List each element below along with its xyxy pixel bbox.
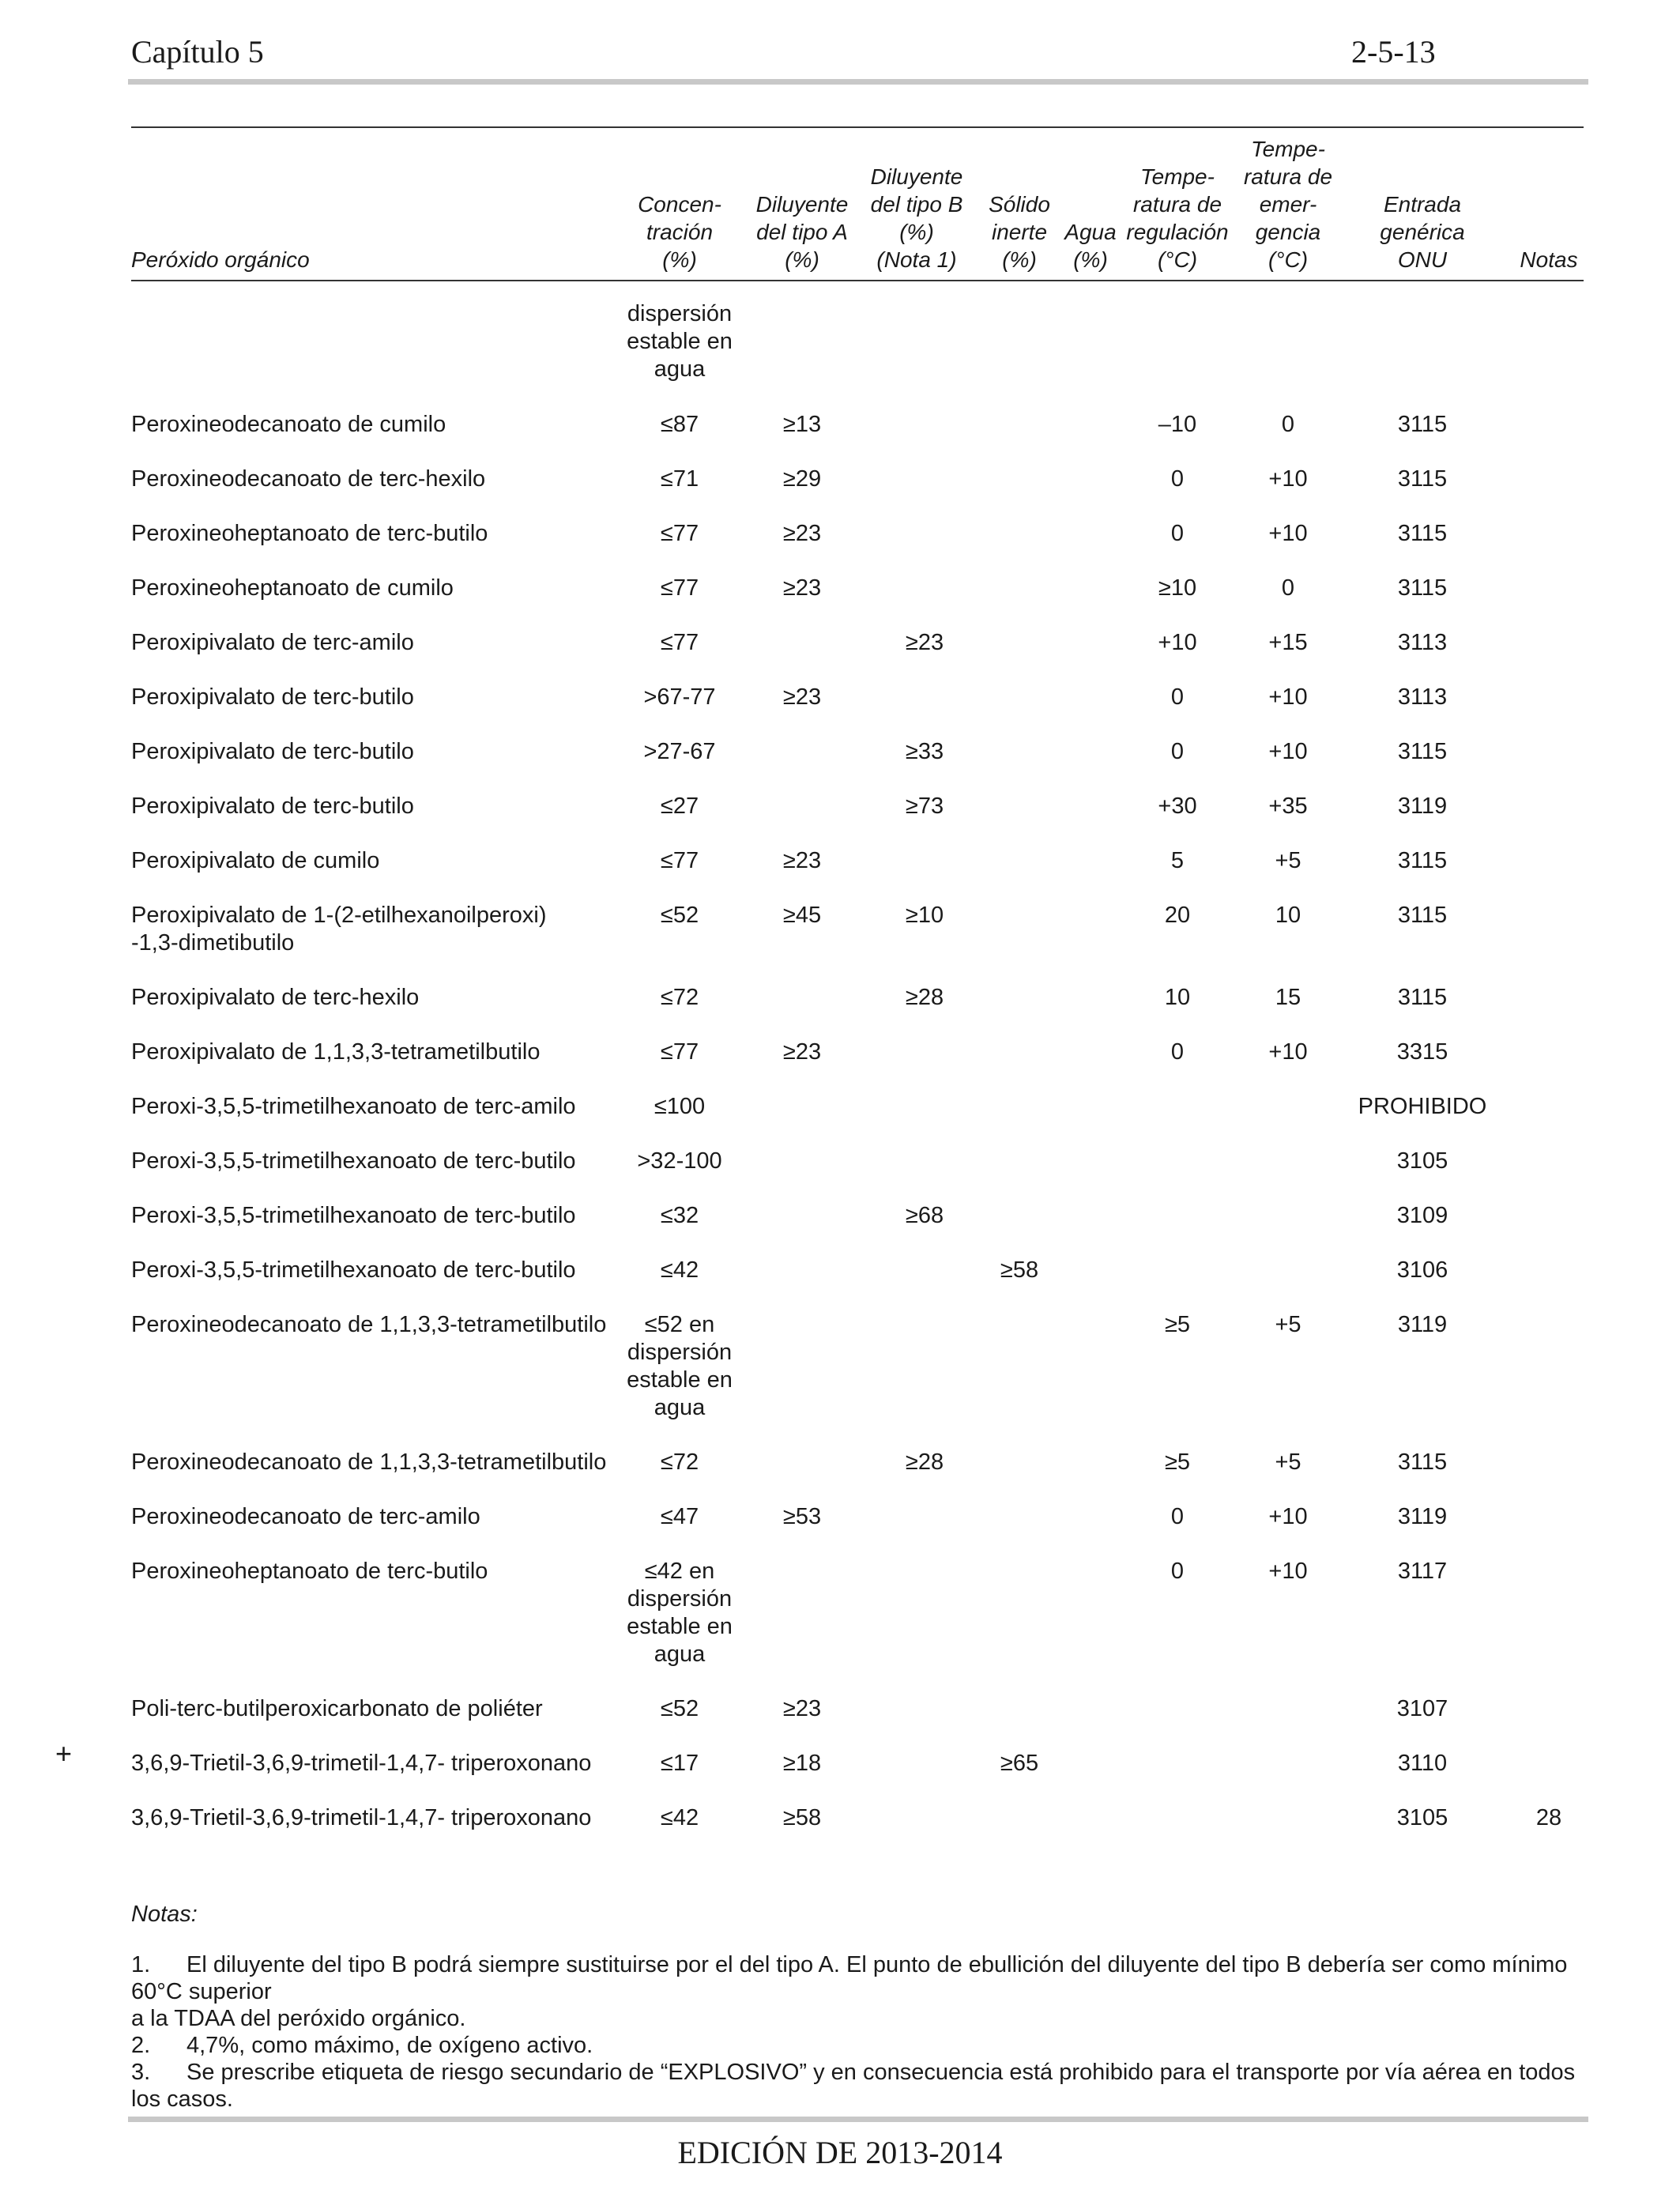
diluent-b-cell: ≥33	[905, 739, 944, 764]
control-temp-cell: 10	[1164, 985, 1191, 1010]
column-header-line: Tempe-	[1140, 164, 1215, 189]
control-temp-cell: 0	[1170, 466, 1185, 492]
column-header-line: (°C)	[1157, 247, 1198, 272]
column-header-line: del tipo B	[870, 192, 963, 217]
concentration-cell	[624, 300, 735, 383]
edition-footer: EDICIÓN DE 2013-2014	[677, 2135, 1003, 2170]
column-header-dil-b	[861, 123, 972, 273]
column-header-dil-a	[751, 123, 853, 273]
cell-line: ≤71	[660, 466, 699, 492]
diluent-a-cell: ≥45	[782, 903, 822, 928]
concentration-cell	[624, 902, 735, 929]
column-header-line: Entrada	[1383, 192, 1462, 217]
un-entry-cell: 3119	[1397, 794, 1448, 819]
diluent-b-cell: ≥73	[905, 794, 944, 819]
control-temp-cell: 0	[1170, 684, 1185, 710]
cell-line: 3,6,9-Trietil-3,6,9-trimetil-1,4,7- triperoxonano	[131, 1805, 592, 1830]
concentration-cell	[624, 1039, 735, 1066]
cell-line: Peroxi-3,5,5-trimetilhexanoato de terc-amilo	[131, 1094, 576, 1119]
note-number: 3.	[131, 2060, 151, 2085]
concentration-cell	[624, 1202, 735, 1230]
cell-line: Peroxineodecanoato de terc-amilo	[131, 1504, 480, 1529]
cell-line: Peroxipivalato de terc-butilo	[131, 794, 414, 819]
column-header-name	[131, 123, 447, 273]
diluent-a-cell: ≥23	[782, 521, 822, 546]
control-temp-cell: ≥5	[1164, 1449, 1191, 1475]
column-header-line: (%)	[899, 220, 934, 244]
peroxide-name-cell	[131, 1695, 637, 1723]
cell-line: Peroxipivalato de cumilo	[131, 848, 380, 873]
column-header-line: (%)	[785, 247, 819, 272]
concentration-cell	[624, 520, 735, 548]
cell-line: Peroxineoheptanoato de cumilo	[131, 575, 454, 601]
diluent-b-cell: ≥28	[905, 985, 944, 1010]
un-entry-cell: 3115	[1397, 575, 1448, 601]
peroxide-name-cell	[131, 1257, 637, 1284]
peroxide-name-cell	[131, 738, 637, 766]
cell-line: 3,6,9-Trietil-3,6,9-trimetil-1,4,7- triperoxonano	[131, 1751, 592, 1776]
column-header-line: Peróxido orgánico	[131, 247, 310, 272]
peroxide-name-cell	[131, 629, 637, 657]
emergency-temp-cell: +10	[1268, 684, 1308, 710]
cell-line: ≤47	[660, 1504, 699, 1529]
peroxide-name-cell	[131, 411, 637, 439]
un-entry-cell: 3113	[1397, 684, 1448, 710]
un-entry-cell: 3315	[1396, 1039, 1448, 1065]
control-temp-cell: 0	[1170, 1039, 1185, 1065]
un-entry-cell: 3115	[1397, 521, 1448, 546]
control-temp-cell: 0	[1170, 521, 1185, 546]
diluent-a-cell: ≥23	[782, 684, 822, 710]
un-entry-cell: 3106	[1396, 1257, 1448, 1283]
concentration-cell	[624, 847, 735, 875]
column-header-line: Diluyente	[870, 164, 963, 189]
cell-line: agua	[654, 1395, 706, 1420]
cell-line: ≤52 en	[644, 1312, 715, 1337]
concentration-cell	[624, 1311, 735, 1422]
cell-line: Peroxipivalato de terc-hexilo	[131, 985, 420, 1010]
column-header-line: emer-	[1259, 192, 1317, 217]
peroxide-name-cell	[131, 1558, 637, 1585]
concentration-cell	[624, 1093, 735, 1121]
column-header-line: ratura de	[1132, 192, 1222, 217]
revision-mark: +	[55, 1737, 73, 1770]
column-header-line: gencia	[1255, 220, 1321, 244]
emergency-temp-cell: 0	[1281, 575, 1295, 601]
peroxide-name-cell	[131, 1311, 637, 1339]
concentration-cell	[624, 1750, 735, 1777]
inert-solid-cell: ≥58	[1000, 1257, 1039, 1283]
notes-title: Notas:	[131, 1902, 198, 1927]
cell-line: dispersión	[627, 1586, 733, 1612]
emergency-temp-cell: +5	[1275, 1449, 1301, 1475]
concentration-cell	[624, 1804, 735, 1832]
note-number: 1.	[131, 1952, 151, 1977]
emergency-temp-cell: +10	[1268, 466, 1308, 492]
column-header-line: Agua	[1064, 220, 1117, 244]
control-temp-cell: ≥5	[1164, 1312, 1191, 1337]
column-header-line: Concen-	[638, 192, 721, 217]
peroxide-name-cell	[131, 520, 637, 548]
column-header-line: del tipo A	[756, 220, 848, 244]
cell-line: ≤42	[660, 1257, 699, 1283]
emergency-temp-cell: +10	[1268, 521, 1308, 546]
cell-line: estable en	[627, 1367, 733, 1393]
note-item	[131, 2059, 1593, 2113]
column-header-line: inerte	[991, 220, 1048, 244]
column-header-t-emer	[1233, 123, 1343, 273]
concentration-cell	[624, 1449, 735, 1476]
peroxide-name-cell	[131, 466, 637, 493]
diluent-b-cell: ≥28	[905, 1449, 944, 1475]
cell-line: -1,3-dimetibutilo	[131, 930, 295, 956]
peroxide-name-cell	[131, 1503, 637, 1531]
un-entry-cell: 3115	[1397, 1449, 1448, 1475]
un-entry-cell: 3105	[1396, 1148, 1448, 1174]
diluent-a-cell: ≥29	[782, 466, 822, 492]
note-text-continuation: a la TDAA del peróxido orgánico.	[131, 2006, 466, 2031]
un-entry-cell: 3115	[1397, 412, 1448, 437]
peroxide-name-cell	[131, 847, 637, 875]
column-header-line: regulación	[1126, 220, 1229, 244]
cell-line: Peroxineodecanoato de cumilo	[131, 412, 446, 437]
cell-line: ≤77	[660, 848, 699, 873]
diluent-a-cell: ≥58	[782, 1805, 822, 1830]
header-rule	[128, 79, 1588, 85]
concentration-cell	[624, 1503, 735, 1531]
un-entry-cell: PROHIBIDO	[1358, 1094, 1487, 1119]
peroxide-name-cell	[131, 1148, 637, 1175]
concentration-cell	[624, 629, 735, 657]
column-header-line: (Nota 1)	[876, 247, 957, 272]
column-header-agua	[1059, 123, 1122, 273]
cell-line: Peroxi-3,5,5-trimetilhexanoato de terc-butilo	[131, 1148, 576, 1174]
control-temp-cell: 5	[1170, 848, 1185, 873]
emergency-temp-cell: +5	[1275, 1312, 1301, 1337]
column-header-t-reg	[1122, 123, 1233, 273]
cell-line: ≤52	[660, 903, 699, 928]
control-temp-cell: 0	[1170, 1559, 1185, 1584]
concentration-cell	[624, 1695, 735, 1723]
emergency-temp-cell: 0	[1281, 412, 1295, 437]
concentration-cell	[624, 793, 735, 820]
un-entry-cell: 3115	[1397, 848, 1448, 873]
control-temp-cell: 0	[1170, 739, 1185, 764]
cell-line: ≤72	[660, 985, 699, 1010]
control-temp-cell: +30	[1158, 794, 1197, 819]
un-entry-cell: 3119	[1397, 1312, 1448, 1337]
cell-line: dispersión	[627, 1340, 733, 1365]
diluent-b-cell: ≥68	[905, 1203, 944, 1228]
concentration-cell	[624, 466, 735, 493]
emergency-temp-cell: +10	[1268, 1559, 1308, 1584]
cell-line: Peroxipivalato de 1-(2-etilhexanoilperoxi)	[131, 903, 547, 928]
peroxide-name-cell	[131, 575, 637, 602]
un-entry-cell: 3113	[1397, 630, 1448, 655]
concentration-cell	[624, 1257, 735, 1284]
cell-line: Peroxi-3,5,5-trimetilhexanoato de terc-butilo	[131, 1257, 576, 1283]
cell-line: ≤77	[660, 521, 699, 546]
column-header-line: genérica	[1380, 220, 1465, 244]
concentration-cell	[624, 411, 735, 439]
cell-line: ≤32	[660, 1203, 699, 1228]
concentration-cell	[624, 738, 735, 766]
un-entry-cell: 3119	[1397, 1504, 1448, 1529]
diluent-b-cell: ≥23	[905, 630, 944, 655]
note-number: 2.	[131, 2033, 151, 2058]
inert-solid-cell: ≥65	[1000, 1751, 1039, 1776]
footer-rule	[128, 2117, 1588, 2122]
note-text: El diluyente del tipo B podrá siempre sustituirse por el del tipo A. El punto de ebullición del diluyente del tipo B debería ser como mínimo 60°C superior	[131, 1952, 1568, 2004]
cell-line: ≤77	[660, 575, 699, 601]
note-text: 4,7%, como máximo, de oxígeno activo.	[186, 2033, 593, 2058]
concentration-cell	[624, 1148, 735, 1175]
control-temp-cell: ≥10	[1158, 575, 1197, 601]
cell-line: ≤77	[660, 1039, 699, 1065]
table-header-rule	[131, 280, 1584, 281]
cell-line: agua	[654, 1642, 706, 1667]
emergency-temp-cell: +10	[1268, 1039, 1308, 1065]
diluent-a-cell: ≥53	[782, 1504, 822, 1529]
cell-line: >32-100	[637, 1148, 722, 1174]
control-temp-cell: 0	[1170, 1504, 1185, 1529]
cell-line: Peroxipivalato de 1,1,3,3-tetrametilbutilo	[131, 1039, 541, 1065]
column-header-solid	[972, 123, 1067, 273]
un-entry-cell: 3115	[1397, 985, 1448, 1010]
diluent-a-cell: ≥13	[782, 412, 822, 437]
peroxide-name-cell	[131, 793, 637, 820]
cell-line: ≤42	[660, 1805, 699, 1830]
un-entry-cell: 3117	[1397, 1559, 1448, 1584]
concentration-cell	[624, 684, 735, 711]
notes-cell: 28	[1535, 1805, 1562, 1830]
chapter-label: Capítulo 5	[131, 34, 264, 70]
cell-line: agua	[654, 356, 706, 382]
note-item	[131, 1951, 1593, 2032]
column-header-line: (%)	[1002, 247, 1037, 272]
concentration-cell	[624, 984, 735, 1012]
notes-section	[131, 1901, 1593, 2113]
cell-line: Peroxineoheptanoato de terc-butilo	[131, 1559, 488, 1584]
cell-line: Peroxipivalato de terc-butilo	[131, 739, 414, 764]
cell-line: estable en	[627, 329, 733, 354]
cell-line: ≤52	[660, 1696, 699, 1721]
peroxide-name-cell	[131, 1202, 637, 1230]
cell-line: ≤27	[660, 794, 699, 819]
cell-line: dispersión	[627, 301, 733, 326]
column-header-line: Sólido	[989, 192, 1050, 217]
diluent-a-cell: ≥23	[782, 1696, 822, 1721]
notes-list	[131, 1951, 1593, 2113]
column-header-onu	[1343, 123, 1501, 273]
column-header-conc	[624, 123, 735, 273]
cell-line: ≤17	[660, 1751, 699, 1776]
un-entry-cell: 3107	[1396, 1696, 1448, 1721]
note-text: Se prescribe etiqueta de riesgo secundario de “EXPLOSIVO” y en consecuencia está prohibido para el transporte por vía aérea en todos los casos.	[131, 2060, 1576, 2112]
peroxide-name-cell	[131, 1039, 637, 1066]
column-header-notas	[1501, 123, 1596, 273]
cell-line: ≤72	[660, 1449, 699, 1475]
column-header-line: (°C)	[1268, 247, 1309, 272]
column-header-line: (%)	[1073, 247, 1108, 272]
control-temp-cell: –10	[1158, 412, 1197, 437]
peroxide-name-cell	[131, 684, 637, 711]
cell-line: ≤42 en	[644, 1559, 715, 1584]
cell-line: ≤77	[660, 630, 699, 655]
un-entry-cell: 3110	[1397, 1751, 1448, 1776]
cell-line: >67-77	[643, 684, 716, 710]
concentration-cell	[624, 575, 735, 602]
peroxide-name-cell	[131, 1449, 637, 1476]
diluent-a-cell: ≥23	[782, 575, 822, 601]
emergency-temp-cell: +35	[1268, 794, 1308, 819]
column-header-line: ONU	[1397, 247, 1448, 272]
un-entry-cell: 3109	[1396, 1203, 1448, 1228]
peroxide-name-cell	[131, 902, 637, 957]
cell-line: Peroxipivalato de terc-amilo	[131, 630, 414, 655]
cell-line: >27-67	[643, 739, 716, 764]
page-header	[131, 33, 1443, 73]
un-entry-cell: 3105	[1396, 1805, 1448, 1830]
emergency-temp-cell: 10	[1275, 903, 1301, 928]
emergency-temp-cell: 15	[1275, 985, 1301, 1010]
emergency-temp-cell: +15	[1268, 630, 1308, 655]
cell-line: Peroxineoheptanoato de terc-butilo	[131, 521, 488, 546]
column-header-line: tración	[646, 220, 714, 244]
cell-line: estable en	[627, 1614, 733, 1639]
column-header-line: Notas	[1520, 247, 1578, 272]
peroxide-name-cell	[131, 984, 637, 1012]
page-number: 2-5-13	[1351, 34, 1436, 70]
column-header-line: ratura de	[1243, 164, 1333, 189]
emergency-temp-cell: +10	[1268, 1504, 1308, 1529]
peroxide-name-cell	[131, 1804, 637, 1832]
cell-line: Peroxineodecanoato de 1,1,3,3-tetrametilbutilo	[131, 1449, 607, 1475]
cell-line: Peroxipivalato de terc-butilo	[131, 684, 414, 710]
diluent-a-cell: ≥18	[782, 1751, 822, 1776]
cell-line: Poli-terc-butilperoxicarbonato de poliéter	[131, 1696, 543, 1721]
cell-line: ≤100	[654, 1094, 706, 1119]
emergency-temp-cell: +10	[1268, 739, 1308, 764]
diluent-b-cell: ≥10	[905, 903, 944, 928]
column-header-line: Tempe-	[1251, 137, 1325, 161]
column-header-line: (%)	[662, 247, 697, 272]
un-entry-cell: 3115	[1397, 903, 1448, 928]
concentration-cell	[624, 1558, 735, 1668]
cell-line: Peroxineodecanoato de terc-hexilo	[131, 466, 486, 492]
column-header-line: Diluyente	[755, 192, 849, 217]
un-entry-cell: 3115	[1397, 466, 1448, 492]
emergency-temp-cell: +5	[1275, 848, 1301, 873]
un-entry-cell: 3115	[1397, 739, 1448, 764]
cell-line: ≤87	[660, 412, 699, 437]
cell-line: Peroxineodecanoato de 1,1,3,3-tetrametilbutilo	[131, 1312, 607, 1337]
diluent-a-cell: ≥23	[782, 848, 822, 873]
control-temp-cell: 20	[1164, 903, 1191, 928]
cell-line: Peroxi-3,5,5-trimetilhexanoato de terc-butilo	[131, 1203, 576, 1228]
diluent-a-cell: ≥23	[782, 1039, 822, 1065]
control-temp-cell: +10	[1158, 630, 1197, 655]
peroxide-name-cell	[131, 1093, 637, 1121]
note-item	[131, 2032, 1593, 2059]
peroxide-name-cell	[131, 1750, 637, 1777]
